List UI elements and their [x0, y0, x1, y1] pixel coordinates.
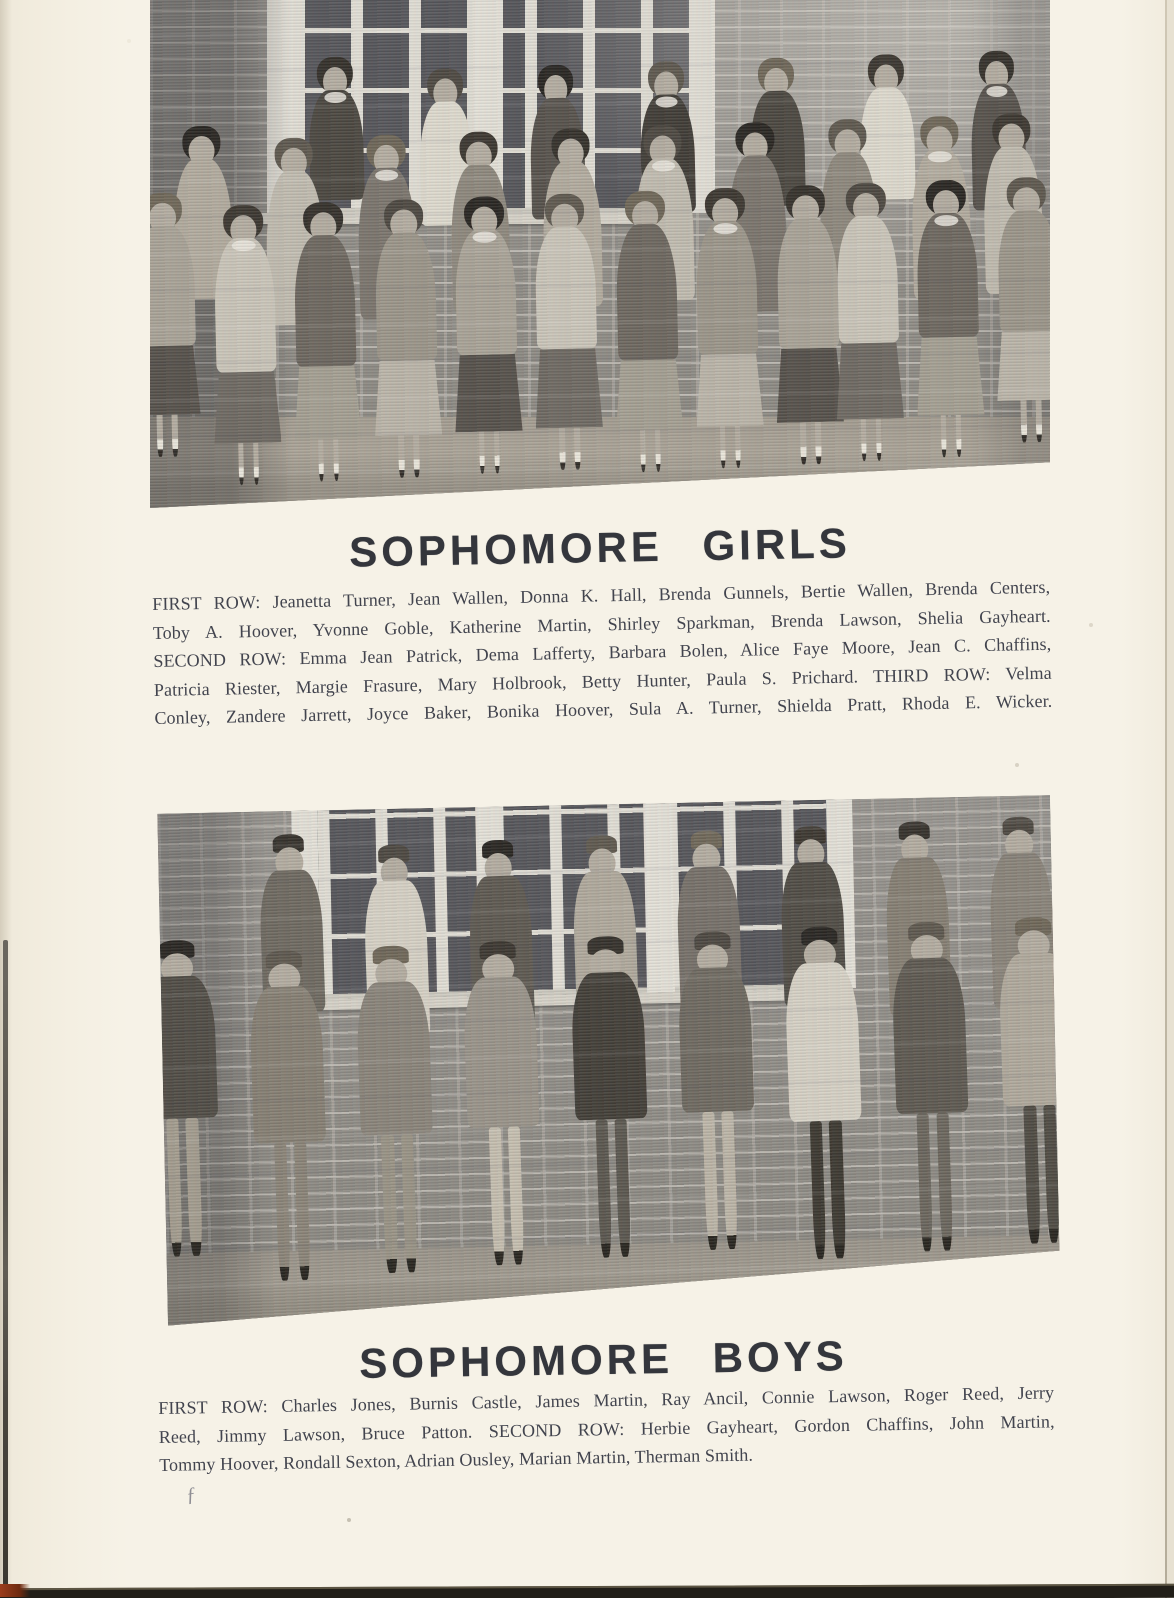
person-figure [247, 949, 330, 1281]
person-figure [638, 61, 695, 213]
scan-edge-line [3, 940, 8, 1598]
caption-line: Conley, Zandere Jarrett, Joyce Baker, Bonika Hoover, Sula A. Turner, Shielda Pratt, Rhoda E. Wicker. [154, 691, 1053, 729]
person-figure [454, 196, 520, 474]
person-figure [775, 185, 841, 465]
person-figure [466, 839, 535, 1030]
person-figure [987, 816, 1056, 1009]
person-figure [528, 64, 585, 219]
person-figure [835, 182, 901, 461]
page-right-edge [1165, 0, 1167, 1598]
paper-specks [0, 0, 2, 2]
girls-section-title: SOPHOMORE GIRLS [348, 519, 852, 576]
caption-line: FIRST ROW: Charles Jones, Burnis Castle, James Martin, Ray Ancil, Connie Lawson, Roger Reed, Jerry [158, 1382, 1055, 1418]
person-figure [910, 116, 972, 300]
girls-crowd [150, 0, 1050, 508]
person-figure [150, 192, 198, 457]
person-figure [633, 125, 695, 301]
person-figure [541, 128, 603, 307]
person-figure [257, 833, 325, 1013]
person-figure [534, 193, 600, 470]
person-figure [362, 844, 431, 1038]
person-figure [449, 131, 511, 313]
caption-line: Patricia Riester, Margie Frasure, Mary Holbrook, Betty Hunter, Paula S. Prichard. THIRD ROW: Velma [153, 662, 1052, 700]
boys-caption [158, 1378, 1055, 1479]
girls-class-photo [150, 0, 1050, 508]
person-figure [462, 940, 545, 1266]
person-figure [890, 921, 973, 1252]
person-figure [675, 830, 743, 1015]
person-figure [676, 930, 759, 1250]
page-right-margin [1167, 0, 1174, 1598]
person-figure [570, 834, 638, 1022]
person-figure [293, 202, 359, 482]
scan-corner-mark [0, 1584, 30, 1597]
person-figure [614, 190, 680, 472]
person-figure [783, 926, 867, 1260]
person-figure [726, 122, 788, 312]
person-figure [265, 137, 327, 325]
person-figure [779, 825, 847, 1007]
person-figure [213, 204, 279, 485]
person-figure [969, 50, 1027, 210]
person-figure [818, 119, 880, 306]
person-figure [859, 54, 916, 200]
person-figure [172, 125, 234, 299]
caption-line: Toby A. Hoover, Yvonne Goble, Katherine Martin, Shirley Sparkman, Brenda Lawson, Shelia Gayheart. [152, 605, 1051, 643]
boys-crowd [157, 795, 1061, 1326]
caption-line: Reed, Jimmy Lawson, Bruce Patton. SECOND ROW: Herbie Gayheart, Gordon Chaffins, John Martin, [158, 1410, 1055, 1447]
caption-line: SECOND ROW: Emma Jean Patrick, Dema Lafferty, Barbara Bolen, Alice Faye Moore, Jean C. Chaffins, [153, 633, 1052, 672]
stray-print-mark: ƒ [184, 1483, 198, 1507]
person-figure [569, 935, 652, 1258]
person-figure [997, 916, 1061, 1244]
caption-line: FIRST ROW: Jeanetta Turner, Jean Wallen, Donna K. Hall, Brenda Gunnels, Bertie Wallen, Brenda Centers, [152, 576, 1051, 614]
person-figure [418, 68, 476, 226]
boys-class-photo [157, 795, 1061, 1326]
caption-line: Tommy Hoover, Rondall Sexton, Adrian Ousley, Marian Martin, Therman Smith. [159, 1444, 754, 1476]
person-figure [307, 56, 364, 200]
person-figure [982, 113, 1044, 294]
person-figure [373, 199, 439, 478]
person-figure [916, 179, 982, 457]
person-figure [695, 187, 761, 468]
scan-bottom-band [0, 1584, 1174, 1598]
person-figure [996, 177, 1050, 443]
person-figure [883, 820, 952, 1016]
person-figure [357, 134, 419, 319]
boys-section-title: SOPHOMORE BOYS [358, 1332, 849, 1387]
girls-caption [152, 573, 1053, 733]
person-figure [157, 939, 223, 1257]
person-figure [355, 945, 438, 1274]
person-figure [749, 57, 806, 206]
